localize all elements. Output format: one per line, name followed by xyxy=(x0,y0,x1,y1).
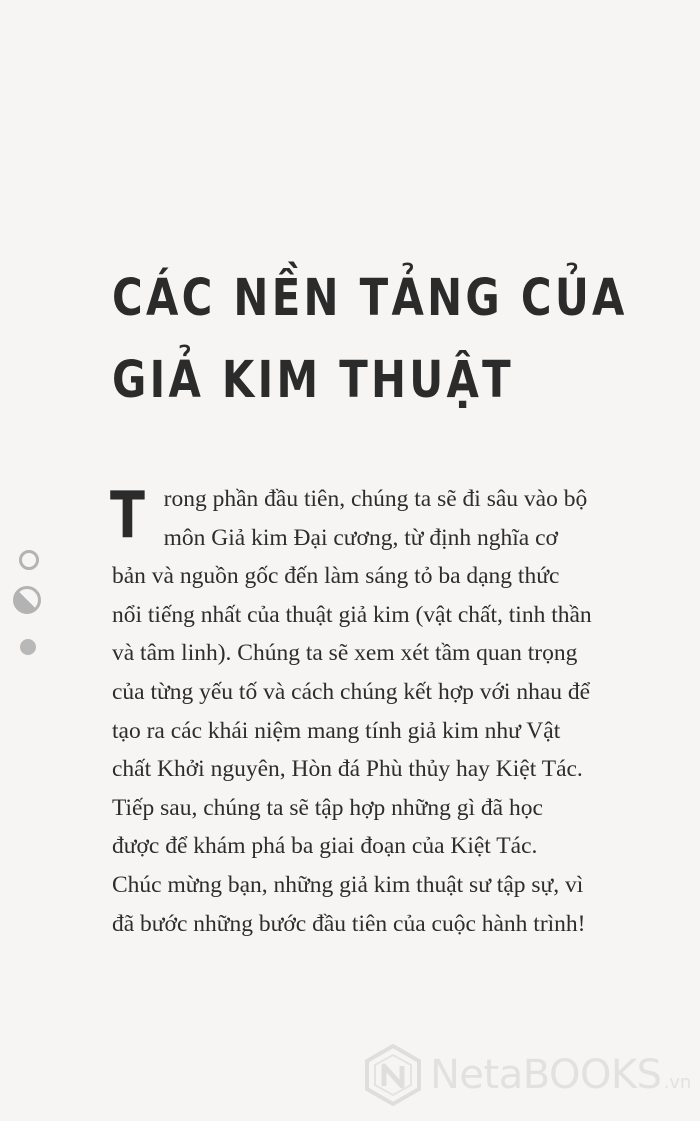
drop-cap: T xyxy=(110,479,145,553)
heading-line-1: CÁC NỀN TẢNG CỦA xyxy=(112,269,628,328)
watermark-suffix: .vn xyxy=(663,1072,692,1093)
empty-circle-icon xyxy=(19,550,39,570)
paragraph-text: rong phần đầu tiên, chúng ta sẽ đi sâu vào bộ môn Giả kim Đại cương, từ định nghĩa cơ bản và nguồn gốc đến làm sáng tỏ ba dạng thức nổi tiếng nhất của thuật giả kim (vật chất, tinh thần và tâm linh). Chúng ta sẽ xem xét tầm quan trọng của từng yếu tố và cách chúng kết hợp với nhau để tạo ra các khái niệm mang tính giả kim như Vật chất Khởi nguyên, Hòn đá Phù thủy hay Kiệt Tác. Tiếp sau, chúng ta sẽ tập hợp những gì đã học được để khám phá ba giai đoạn của Kiệt Tác. Chúc mừng bạn, những giả kim thuật sư tập sự, vì đã bước những bước đầu tiên của cuộc hành trình! xyxy=(112,486,592,937)
publisher-logo-icon xyxy=(364,1044,422,1106)
watermark-text xyxy=(430,1050,691,1108)
publisher-watermark xyxy=(364,1044,694,1106)
chapter-heading xyxy=(112,258,628,422)
watermark-brand: NetaBOOKS xyxy=(430,1052,662,1098)
intro-paragraph xyxy=(112,480,592,943)
filled-circle-icon xyxy=(20,639,36,655)
heading-line-2: GIẢ KIM THUẬT xyxy=(112,351,514,410)
half-circle-icon xyxy=(13,586,41,614)
